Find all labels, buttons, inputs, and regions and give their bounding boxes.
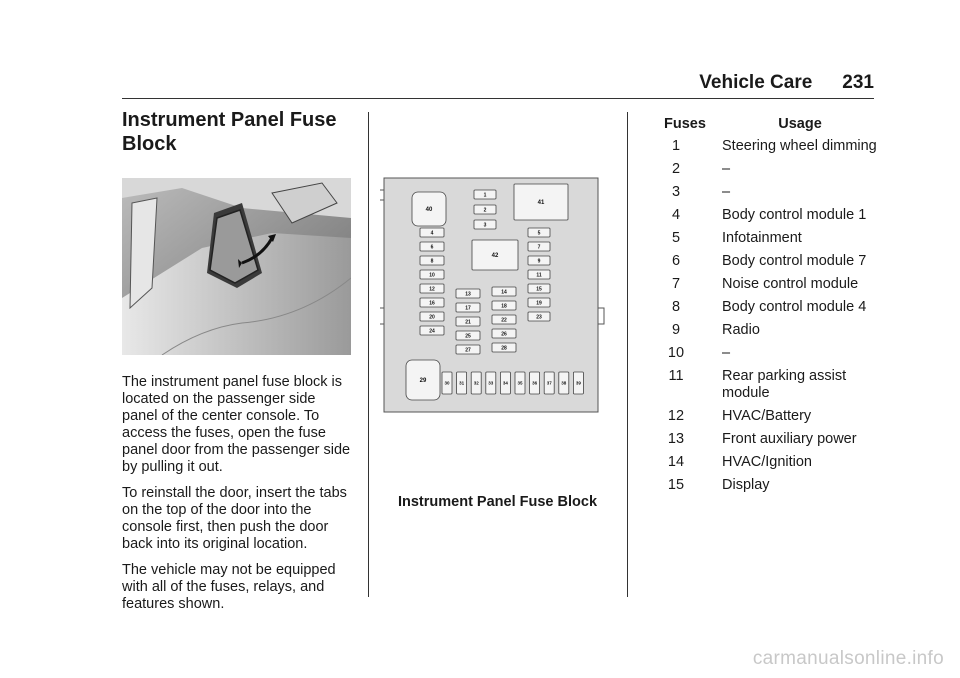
fuse-21-label: 21	[465, 319, 471, 326]
header-usage: Usage	[778, 116, 822, 132]
section-title-line1: Instrument Panel Fuse	[122, 109, 337, 131]
fuse-number: 1	[671, 138, 681, 154]
fuse-number: 15	[667, 477, 685, 493]
fuse-panel-photo	[122, 178, 351, 355]
fuse-usage: Front auxiliary power	[722, 431, 857, 447]
fuse-30-label: 30	[444, 380, 450, 386]
fuse-11-label: 11	[536, 272, 542, 279]
fuse-usage: Noise control module	[722, 276, 859, 292]
fuse-usage: –	[722, 161, 731, 177]
fuse-35-label: 35	[517, 380, 523, 386]
body-paragraph-1: The instrument panel fuse block is located on the passenger side panel of the center console. To access the fuses, open the fuse panel door from the passenger side by pulling it out.	[122, 374, 351, 475]
page-header	[699, 72, 874, 94]
fuse-number: 7	[671, 276, 681, 292]
diagram-caption: Instrument Panel Fuse Block	[397, 494, 598, 510]
body-paragraph-3: The vehicle may not be equipped with all of the fuses, relays, and features shown.	[122, 562, 336, 612]
table-row	[648, 276, 878, 293]
fuse-1-label: 1	[483, 192, 487, 199]
fuse-16-label: 16	[429, 300, 435, 307]
table-row	[648, 230, 878, 247]
table-row	[648, 477, 878, 494]
section-title	[122, 108, 354, 156]
relay-29-label: 29	[419, 378, 427, 385]
table-row	[648, 431, 878, 448]
fuse-36-label: 36	[532, 380, 538, 386]
body-paragraph-2: To reinstall the door, insert the tabs on the top of the door into the console first, then push the door back into its original location.	[122, 485, 347, 552]
table-header	[648, 116, 878, 132]
page-number: 231	[842, 72, 874, 93]
fuse-usage: –	[722, 345, 731, 361]
fuse-usage: Body control module 7	[722, 253, 867, 269]
fuse-34-label: 34	[502, 380, 508, 386]
fuse-27-label: 27	[465, 347, 471, 354]
relay-42-label: 42	[491, 253, 499, 260]
fuse-20-label: 20	[429, 314, 435, 321]
fuse-usage: Body control module 4	[722, 299, 867, 315]
fuse-12-label: 12	[429, 286, 435, 293]
table-row	[648, 138, 878, 155]
fuse-usage: Display	[722, 477, 770, 493]
fuse-number: 3	[671, 184, 681, 200]
fuse-number: 13	[667, 431, 685, 447]
fuse-5-label: 5	[537, 230, 541, 237]
fuse-9-label: 9	[537, 258, 541, 265]
fuse-usage: Body control module 1	[722, 207, 867, 223]
fuse-usage: HVAC/Ignition	[722, 454, 812, 470]
fuse-10-label: 10	[429, 272, 435, 279]
header-section-title: Vehicle Care	[699, 72, 813, 93]
table-row	[648, 161, 878, 178]
fuse-26-label: 26	[501, 331, 507, 338]
table-body	[648, 138, 878, 494]
table-row	[648, 368, 878, 402]
fuse-33-label: 33	[488, 380, 494, 386]
fuse-usage-table	[648, 116, 878, 500]
fuse-usage: HVAC/Battery	[722, 408, 812, 424]
fuse-number: 8	[671, 299, 681, 315]
fuse-24-label: 24	[429, 328, 435, 335]
left-column	[122, 108, 354, 613]
fuse-39-label: 39	[575, 380, 581, 386]
table-row	[648, 322, 878, 339]
fuse-number: 14	[667, 454, 685, 470]
fuse-usage: Radio	[722, 322, 760, 338]
fuse-31-label: 31	[459, 380, 465, 386]
fuse-number: 2	[671, 161, 681, 177]
table-row	[648, 184, 878, 201]
table-row	[648, 454, 878, 471]
fuse-13-label: 13	[465, 291, 471, 298]
fuse-7-label: 7	[537, 244, 541, 251]
fuse-19-label: 19	[536, 300, 542, 307]
fuse-25-label: 25	[465, 333, 471, 340]
table-row	[648, 207, 878, 224]
fuse-number: 6	[671, 253, 681, 269]
table-row	[648, 408, 878, 425]
fuse-4-label: 4	[430, 230, 434, 237]
fuse-22-label: 22	[501, 317, 507, 324]
fuse-28-label: 28	[501, 345, 507, 352]
fuse-number: 5	[671, 230, 681, 246]
fuse-6-label: 6	[430, 244, 434, 251]
fuse-15-label: 15	[536, 286, 542, 293]
fuse-18-label: 18	[501, 303, 507, 310]
fuse-8-label: 8	[430, 258, 434, 265]
fuse-usage: –	[722, 184, 731, 200]
fuse-usage: Infotainment	[722, 230, 802, 246]
fuse-usage: Steering wheel dimming	[722, 138, 877, 154]
fuse-number: 12	[667, 408, 685, 424]
fuse-38-label: 38	[561, 380, 567, 386]
fuse-2-label: 2	[483, 207, 487, 214]
relay-40-label: 40	[425, 207, 433, 214]
fuse-23-label: 23	[536, 314, 542, 321]
header-fuses: Fuses	[664, 116, 706, 132]
fuse-number: 4	[671, 207, 681, 223]
watermark: carmanualsonline.info	[752, 648, 944, 669]
header-rule	[122, 98, 874, 99]
fuse-37-label: 37	[546, 380, 552, 386]
table-row	[648, 253, 878, 270]
fuse-number: 11	[668, 368, 684, 384]
table-row	[648, 299, 878, 316]
fuse-32-label: 32	[473, 380, 479, 386]
fuse-14-label: 14	[501, 289, 507, 296]
fuse-17-label: 17	[465, 305, 471, 312]
fuse-3-label: 3	[483, 222, 487, 229]
table-row	[648, 345, 878, 362]
fuse-usage: Rear parking assist module	[722, 368, 847, 401]
column-divider-1	[368, 112, 369, 597]
fuse-block-diagram	[380, 176, 612, 416]
fuse-number: 9	[671, 322, 681, 338]
relay-41-label: 41	[537, 200, 545, 207]
fuse-number: 10	[667, 345, 685, 361]
fuse-block-svg	[380, 176, 612, 416]
section-title-line2: Block	[122, 133, 177, 155]
column-divider-2	[627, 112, 628, 597]
